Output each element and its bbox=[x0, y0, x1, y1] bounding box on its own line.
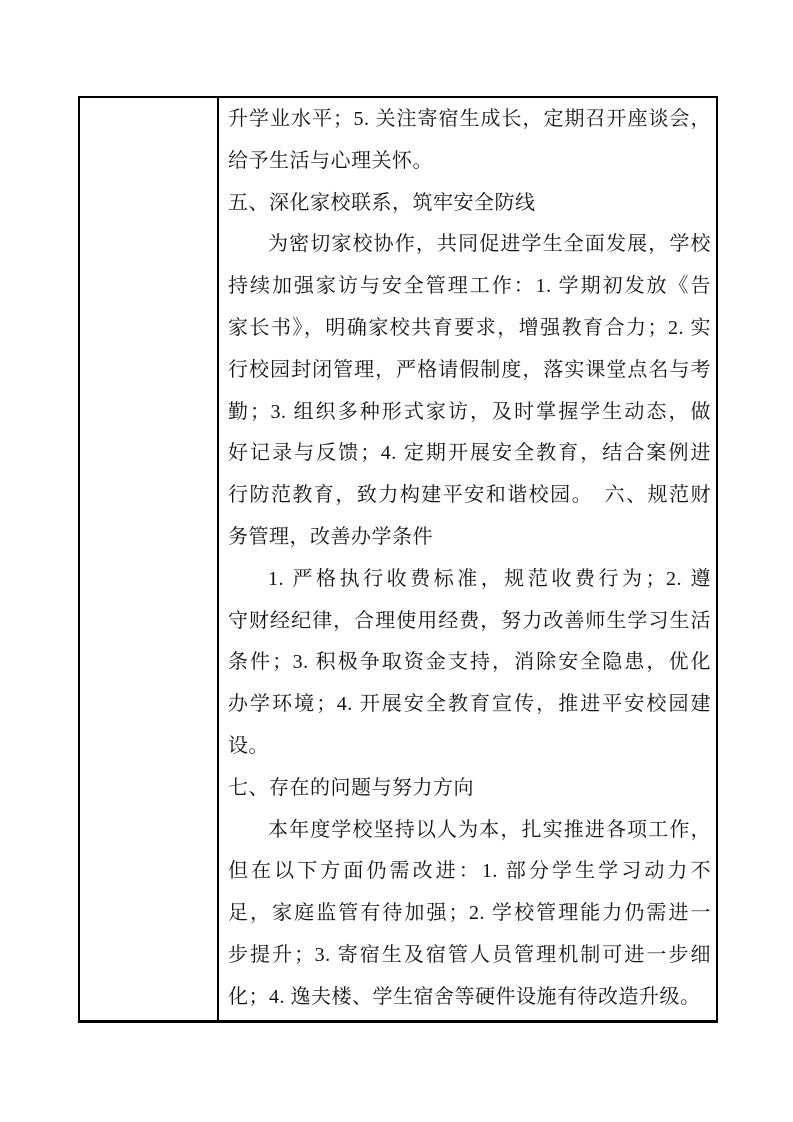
section-heading-5: 五、深化家校联系，筑牢安全防线 bbox=[228, 191, 536, 214]
text-line: 本年度学校坚持以人为本，扎实推进各项工作， bbox=[268, 818, 711, 841]
text-line: 行校园封闭管理，严格请假制度，落实课堂点名与考 bbox=[228, 358, 711, 381]
text-line: 务管理，改善办学条件 bbox=[228, 525, 433, 548]
table-content-cell bbox=[219, 98, 716, 1020]
report-table bbox=[78, 96, 718, 1023]
text-line: 升学业水平；5. 关注寄宿生成长，定期召开座谈会， bbox=[228, 108, 711, 130]
text-line: 步提升；3. 寄宿生及宿管人员管理机制可进一步细 bbox=[228, 943, 711, 966]
text-line: 家长书》，明确家校共育要求，增强教育合力；2. 实 bbox=[228, 316, 711, 339]
text-line: 给予生活与心理关怀。 bbox=[228, 149, 433, 172]
text-line: 足，家庭监管有待加强；2. 学校管理能力仍需进一 bbox=[228, 902, 711, 925]
text-line: 办学环境；4. 开展安全教育宣传，推进平安校园建 bbox=[228, 693, 711, 716]
table-label-cell bbox=[80, 98, 219, 1020]
text-line: 勤；3. 组织多种形式家访，及时掌握学生动态，做 bbox=[228, 400, 711, 423]
text-line: 条件；3. 积极争取资金支持，消除安全隐患，优化 bbox=[228, 651, 711, 674]
text-line: 1. 严格执行收费标准，规范收费行为；2. 遵 bbox=[268, 567, 711, 590]
text-line: 好记录与反馈；4. 定期开展安全教育，结合案例进 bbox=[228, 442, 711, 465]
text-line: 守财经纪律，合理使用经费，努力改善师生学习生活 bbox=[228, 609, 711, 632]
text-line: 为密切家校协作，共同促进学生全面发展，学校 bbox=[268, 233, 711, 256]
text-line: 行防范教育，致力构建平安和谐校园。 六、规范财 bbox=[228, 484, 711, 507]
text-line: 化；4. 逸夫楼、学生宿舍等硬件设施有待改造升级。 bbox=[228, 985, 701, 1008]
section-heading-7: 七、存在的问题与努力方向 bbox=[228, 776, 474, 799]
text-line: 设。 bbox=[228, 734, 269, 757]
text-line: 但在以下方面仍需改进：1. 部分学生学习动力不 bbox=[228, 860, 711, 883]
text-line: 持续加强家访与安全管理工作：1. 学期初发放《告 bbox=[228, 275, 711, 298]
